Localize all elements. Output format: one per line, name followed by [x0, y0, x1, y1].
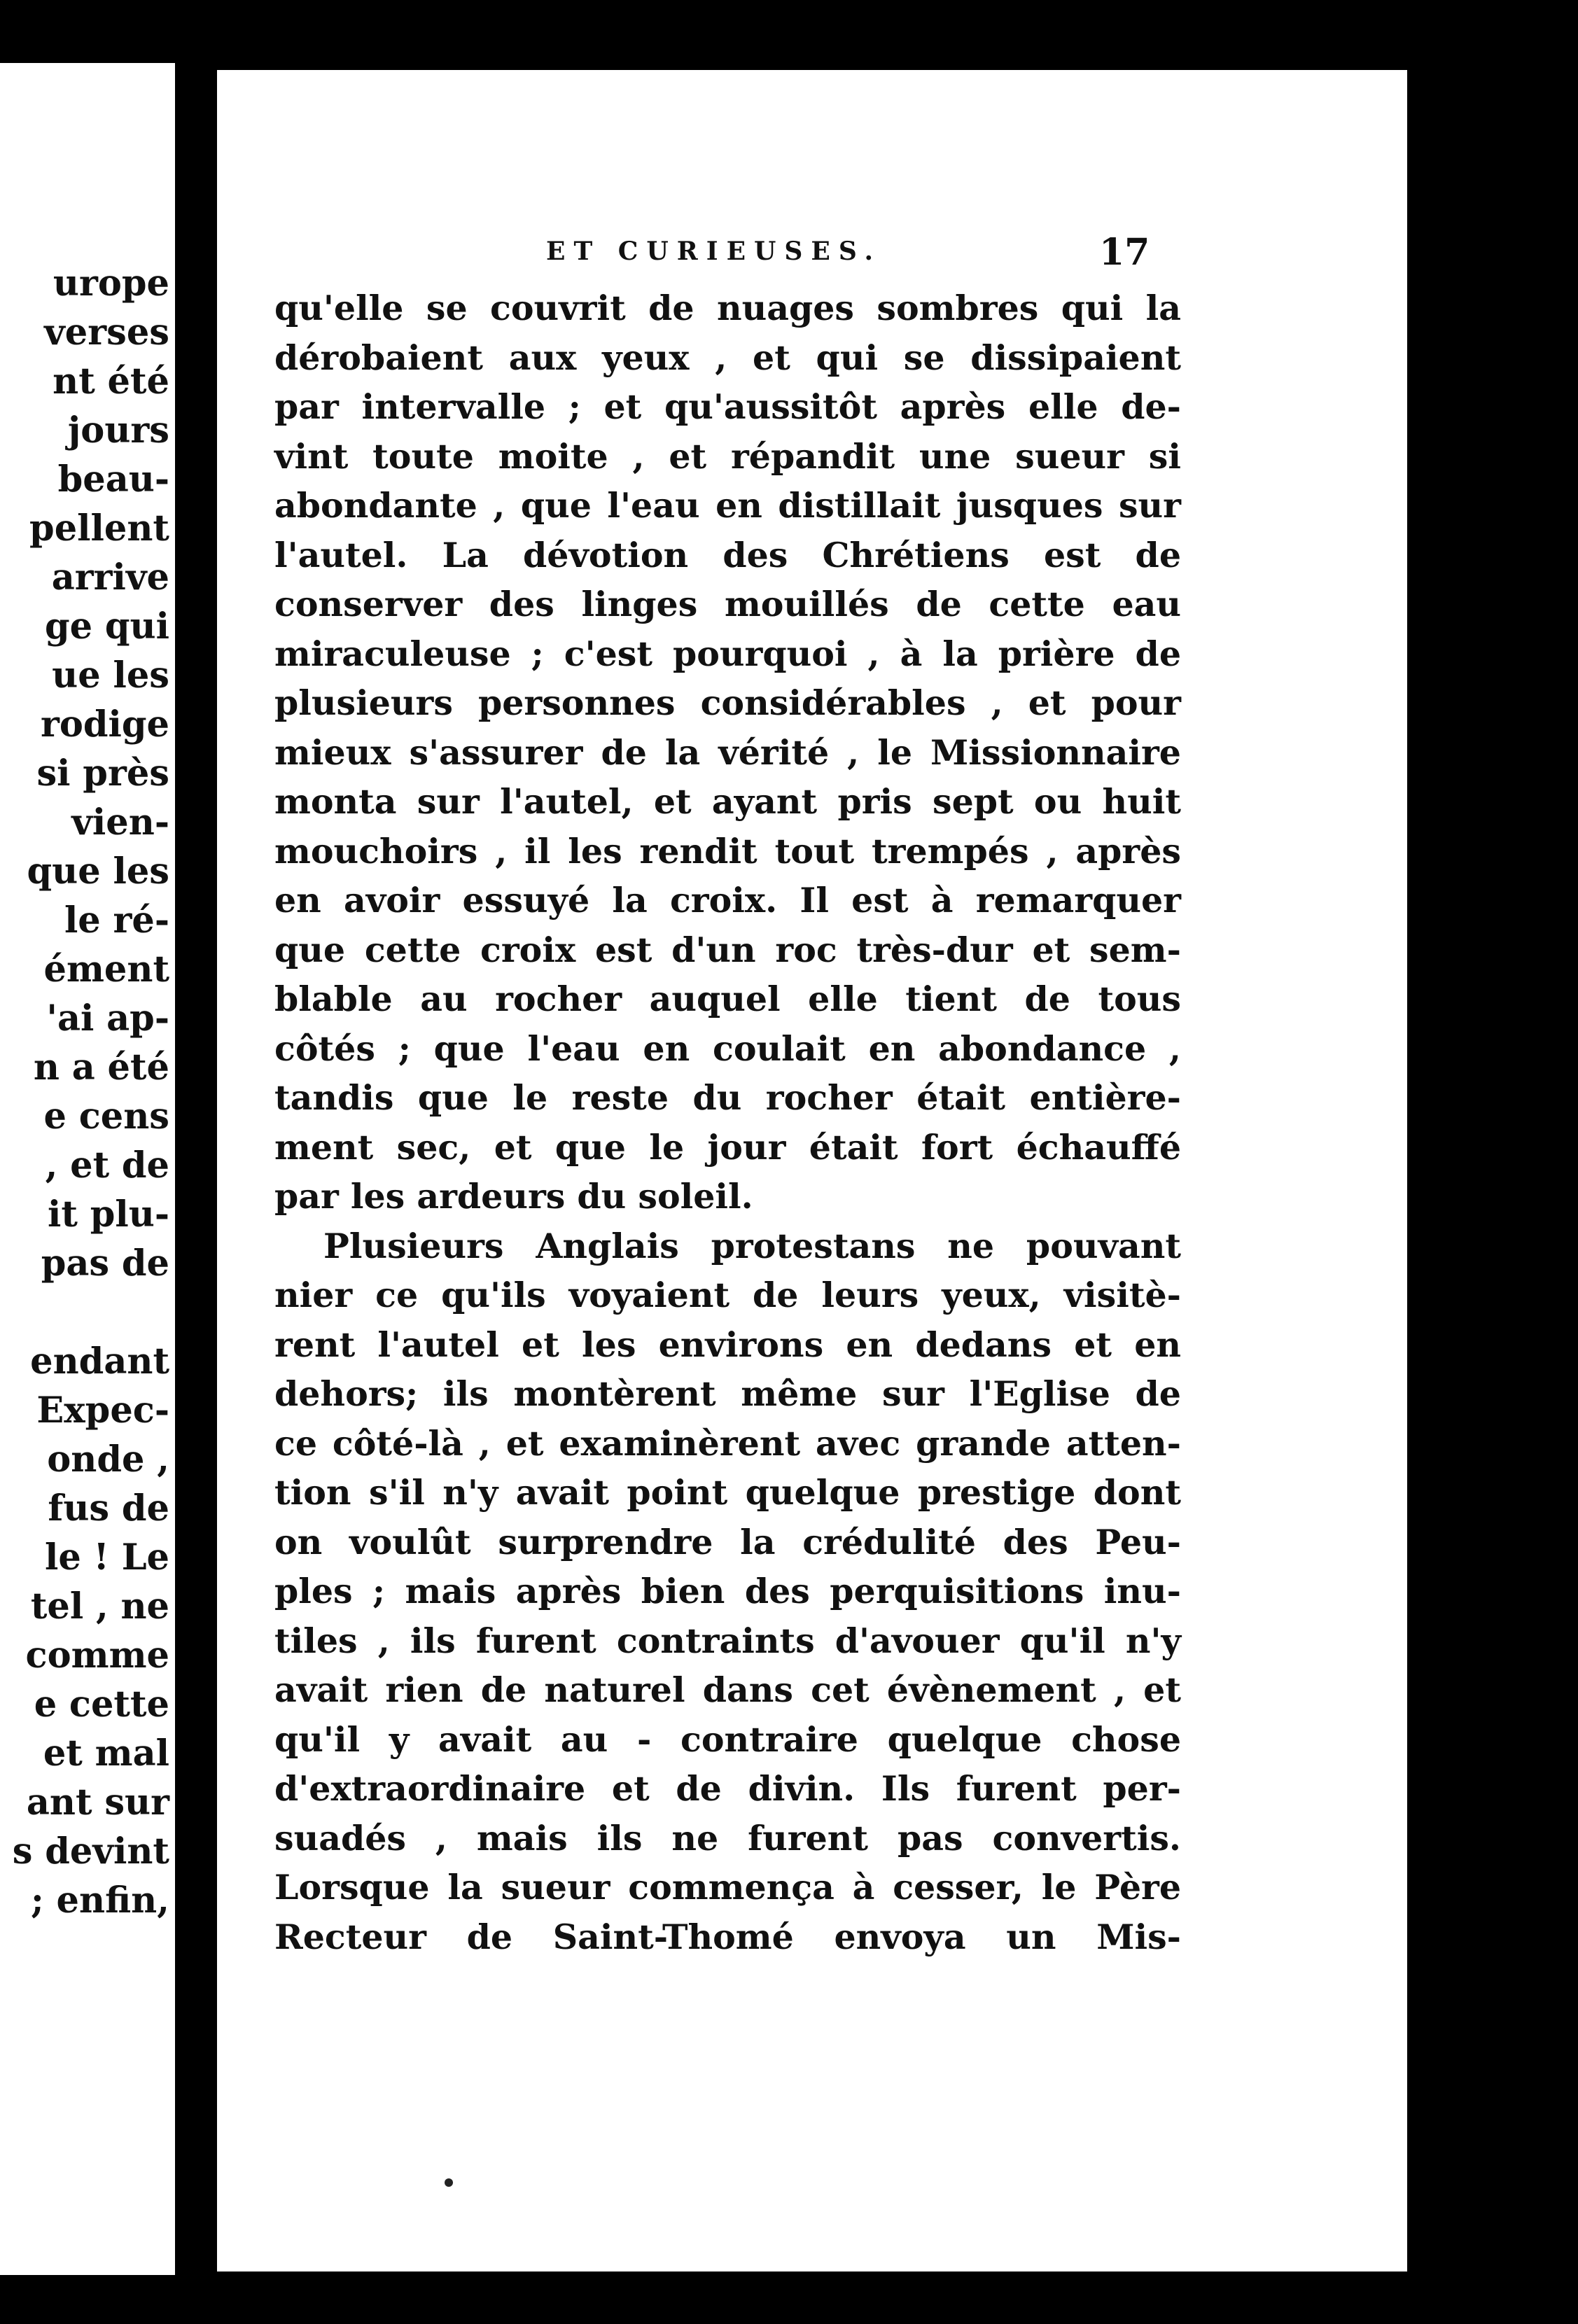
facing-line: onde ,: [47, 1438, 169, 1480]
facing-line: e cens: [43, 1096, 169, 1138]
text-line: nier ce qu'ils voyaient de leurs yeux, visitè-: [274, 1275, 1181, 1315]
text-line: on voulût surprendre la crédulité des Peu-: [274, 1521, 1181, 1562]
text-line: en avoir essuyé la croix. Il est à remarquer: [274, 880, 1181, 920]
text-line: l'autel. La dévotion des Chrétiens est de: [274, 534, 1181, 575]
facing-page-text: [13, 259, 169, 1925]
facing-line: ant sur: [26, 1782, 169, 1823]
text-line: blable au rocher auquel elle tient de tous: [274, 979, 1181, 1019]
book-gutter: [175, 0, 217, 2324]
text-line: abondante , que l'eau en distillait jusques sur: [274, 485, 1181, 526]
paragraph-end-line: par les ardeurs du soleil.: [274, 1176, 753, 1217]
facing-line: arrive: [51, 556, 169, 598]
running-head: ET CURIEUSES.: [546, 237, 882, 266]
text-line: ce côté-là , et examinèrent avec grande atten-: [274, 1422, 1181, 1464]
facing-line: tel , ne: [30, 1586, 169, 1628]
facing-line: ge qui: [45, 606, 169, 648]
facing-line: beau-: [57, 458, 169, 500]
facing-line: s devint: [12, 1830, 169, 1872]
text-line: qu'il y avait au - contraire quelque chose: [274, 1718, 1181, 1760]
facing-line: si près: [36, 752, 169, 794]
facing-line: e cette: [34, 1684, 169, 1726]
text-line: tion s'il n'y avait point quelque prestige dont: [274, 1472, 1181, 1513]
page-number: 17: [1099, 231, 1150, 274]
text-line: conserver des linges mouillés de cette eau: [274, 584, 1181, 624]
text-line: vint toute moite , et répandit une sueur si: [274, 435, 1181, 477]
text-line: plusieurs personnes considérables , et pour: [274, 682, 1181, 723]
ink-speck: [445, 2178, 453, 2187]
facing-line: Expec-: [36, 1390, 169, 1432]
text-line: tandis que le reste du rocher était entière-: [274, 1077, 1181, 1118]
text-line: rent l'autel et les environs en dedans et en: [274, 1324, 1181, 1365]
text-line: suadés , mais ils ne furent pas convertis.: [274, 1817, 1181, 1858]
facing-line: rodige: [40, 704, 169, 746]
text-line: miraculeuse ; c'est pourquoi , à la prière de: [274, 633, 1181, 674]
facing-line: ; enfin,: [30, 1879, 169, 1921]
facing-line: jours: [67, 410, 169, 451]
facing-line: n a été: [33, 1046, 169, 1088]
page-body: [274, 284, 1181, 1961]
text-line: dérobaient aux yeux , et qui se dissipaient: [274, 337, 1181, 378]
facing-line: verses: [44, 312, 169, 354]
facing-line: pellent: [29, 507, 169, 550]
facing-line-gap: [13, 1288, 169, 1337]
text-line: qu'elle se couvrit de nuages sombres qui la: [274, 288, 1181, 328]
facing-line: endant: [30, 1340, 169, 1382]
facing-line: , et de: [45, 1144, 169, 1186]
facing-page-fragment: [0, 63, 175, 2275]
text-line: mouchoirs , il les rendit tout trempés , après: [274, 830, 1181, 872]
page-header: [217, 231, 1407, 287]
facing-line: que les: [27, 850, 169, 892]
facing-line: 'ai ap-: [46, 997, 169, 1040]
facing-line: le ré-: [64, 899, 169, 941]
text-line: que cette croix est d'un roc très-dur et sem-: [274, 929, 1181, 970]
text-line: avait rien de naturel dans cet évènement , et: [274, 1670, 1181, 1710]
facing-line: pas de: [41, 1242, 169, 1284]
text-line: dehors; ils montèrent même sur l'Eglise de: [274, 1373, 1181, 1414]
facing-line: urope: [53, 262, 169, 304]
facing-line: vien-: [71, 802, 169, 844]
facing-line: ue les: [52, 654, 169, 696]
text-line: Lorsque la sueur commença à cesser, le Père: [274, 1867, 1181, 1907]
facing-line: le ! Le: [44, 1536, 169, 1578]
text-line: côtés ; que l'eau en coulait en abondance ,: [274, 1028, 1181, 1069]
facing-line: fus de: [48, 1488, 169, 1530]
text-line: Recteur de Saint-Thomé envoya un Mis-: [274, 1916, 1181, 1957]
facing-line: ément: [43, 948, 169, 990]
text-line: tiles , ils furent contraints d'avouer qu'il n'y: [274, 1620, 1181, 1661]
text-line: mieux s'assurer de la vérité , le Missionnaire: [274, 732, 1181, 773]
text-line: par intervalle ; et qu'aussitôt après elle de-: [274, 386, 1181, 427]
text-line: d'extraordinaire et de divin. Ils furent per-: [274, 1768, 1181, 1809]
text-line: ples ; mais après bien des perquisitions inu-: [274, 1571, 1181, 1611]
text-line: ment sec, et que le jour était fort échauffé: [274, 1126, 1181, 1168]
facing-line: nt été: [53, 360, 169, 402]
book-page: [217, 70, 1407, 2272]
facing-line: et mal: [43, 1732, 169, 1774]
text-line: monta sur l'autel, et ayant pris sept ou huit: [274, 781, 1181, 822]
paragraph-start-line: Plusieurs Anglais protestans ne pouvant: [323, 1225, 1181, 1266]
facing-line: comme: [25, 1634, 169, 1676]
facing-line: it plu-: [48, 1194, 169, 1236]
